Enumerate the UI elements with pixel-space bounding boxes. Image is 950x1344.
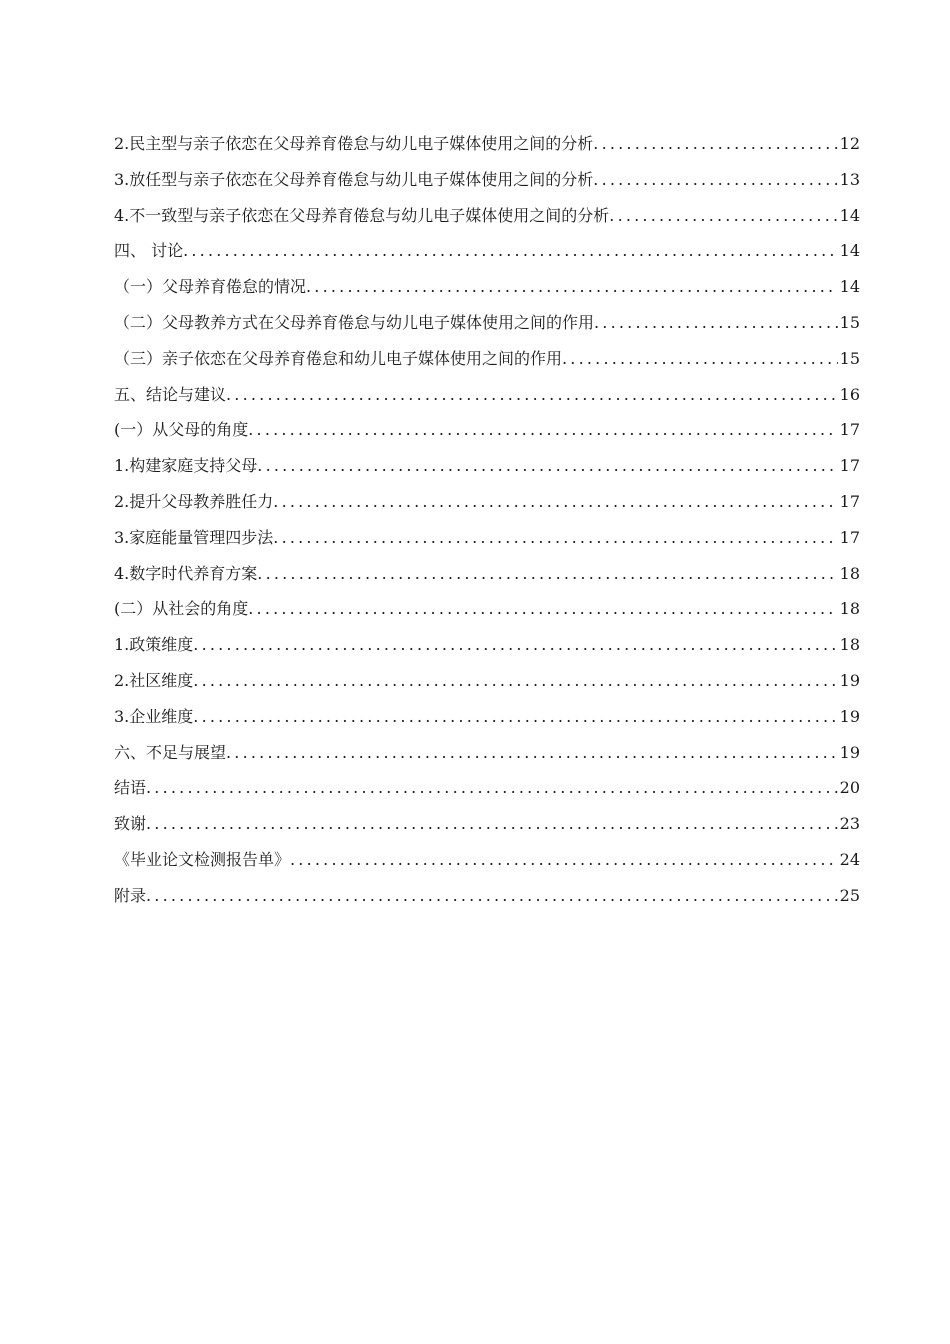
toc-entry-title: 3.企业维度: [114, 706, 194, 726]
toc-entry-title: 2.民主型与亲子依恋在父母养育倦怠与幼儿电子媒体使用之间的分析: [114, 134, 594, 153]
toc-entry[interactable]: [114, 842, 860, 878]
toc-entry-page: 25: [839, 885, 860, 905]
toc-entry[interactable]: [114, 377, 860, 413]
toc-entry-page: 15: [839, 348, 860, 368]
dot-leader: [183, 233, 838, 269]
toc-entry-title: （二）父母教养方式在父母养育倦怠与幼儿电子媒体使用之间的作用: [114, 312, 595, 332]
toc-entry-page: 15: [839, 312, 860, 332]
toc-entry[interactable]: [114, 770, 860, 806]
toc-entry-page: 19: [839, 742, 860, 762]
toc-entry[interactable]: [114, 198, 860, 234]
toc-entry-page: 17: [839, 456, 860, 476]
toc-entry-page: 12: [839, 134, 860, 153]
toc-entry-title: (一）从父母的角度: [114, 420, 249, 440]
dot-leader: [146, 806, 838, 842]
toc-entry[interactable]: [114, 305, 860, 341]
dot-leader: [146, 878, 838, 914]
toc-entry-page: 13: [839, 169, 860, 189]
dot-leader: [226, 377, 838, 413]
toc-entry[interactable]: [114, 341, 860, 377]
dot-leader: [257, 448, 837, 484]
toc-entry-page: 14: [839, 277, 860, 297]
toc-entry-title: 2.提升父母教养胜任力: [114, 491, 274, 511]
toc-entry-title: （一）父母养育倦怠的情况: [114, 277, 307, 297]
toc-entry-page: 18: [839, 563, 860, 583]
dot-leader: [273, 484, 837, 520]
dot-leader: [248, 412, 837, 448]
dot-leader: [306, 269, 838, 305]
toc-entry-title: 4.不一致型与亲子依恋在父母养育倦怠与幼儿电子媒体使用之间的分析: [114, 205, 610, 225]
toc-entry[interactable]: [114, 699, 860, 735]
dot-leader: [593, 162, 837, 198]
toc-entry[interactable]: [114, 878, 860, 914]
dot-leader: [226, 735, 838, 771]
toc-entry-page: 14: [839, 241, 860, 261]
toc-entry[interactable]: [114, 448, 860, 484]
dot-leader: [594, 305, 838, 341]
toc-entry-title: 结语: [114, 778, 147, 798]
toc-entry[interactable]: [114, 162, 860, 198]
toc-entry-page: 18: [839, 599, 860, 619]
toc-entry-title: 《毕业论文检测报告单》: [114, 849, 291, 869]
toc-entry-page: 17: [839, 420, 860, 440]
toc-entry[interactable]: [114, 269, 860, 305]
toc-entry[interactable]: [114, 806, 860, 842]
dot-leader: [146, 770, 838, 806]
toc-entry-page: 19: [839, 670, 860, 690]
toc-entry-page: 18: [839, 635, 860, 655]
toc-entry-title: 附录: [114, 885, 147, 905]
toc-entry-page: 19: [839, 706, 860, 726]
toc-entry[interactable]: [114, 484, 860, 520]
toc-entry-title: 3.家庭能量管理四步法: [114, 527, 274, 547]
toc-entry-page: 17: [839, 527, 860, 547]
toc-entry-page: 24: [839, 849, 860, 869]
toc-entry-title: 致谢: [114, 814, 147, 834]
dot-leader: [609, 198, 837, 234]
dot-leader: [193, 663, 837, 699]
dot-leader: [193, 699, 837, 735]
toc-entry[interactable]: [114, 556, 860, 592]
toc-entry[interactable]: [114, 520, 860, 556]
dot-leader: [290, 842, 838, 878]
toc-entry-title: 1.构建家庭支持父母: [114, 456, 258, 476]
dot-leader: [273, 520, 837, 556]
toc-entry[interactable]: [114, 591, 860, 627]
toc-entry-title: （三）亲子依恋在父母养育倦怠和幼儿电子媒体使用之间的作用: [114, 348, 563, 368]
toc-entry-page: 17: [839, 491, 860, 511]
toc-entry-title: 3.放任型与亲子依恋在父母养育倦怠与幼儿电子媒体使用之间的分析: [114, 169, 594, 189]
toc-entry-page: 20: [839, 778, 860, 798]
toc-entry[interactable]: [114, 627, 860, 663]
dot-leader: [193, 627, 837, 663]
dot-leader: [562, 341, 838, 377]
dot-leader: [257, 556, 837, 592]
toc-entry-page: 23: [839, 814, 860, 834]
toc-entry-title: 五、结论与建议: [114, 384, 227, 404]
toc-entry-title: 4.数字时代养育方案: [114, 563, 258, 583]
toc-entry[interactable]: [114, 412, 860, 448]
toc-entry-page: 16: [839, 384, 860, 404]
dot-leader: [248, 591, 837, 627]
toc-entry-title: 六、不足与展望: [114, 742, 227, 762]
dot-leader: [593, 126, 837, 162]
toc-entry-page: 14: [839, 205, 860, 225]
toc-entry-title: 四、 讨论: [114, 241, 184, 261]
toc-entry-title: (二）从社会的角度: [114, 599, 249, 619]
toc-entry[interactable]: [114, 663, 860, 699]
toc-entry[interactable]: [114, 126, 860, 162]
toc-entry[interactable]: [114, 233, 860, 269]
toc-entry[interactable]: [114, 735, 860, 771]
toc-entry-title: 1.政策维度: [114, 635, 194, 655]
table-of-contents: [114, 126, 860, 914]
toc-entry-title: 2.社区维度: [114, 670, 194, 690]
